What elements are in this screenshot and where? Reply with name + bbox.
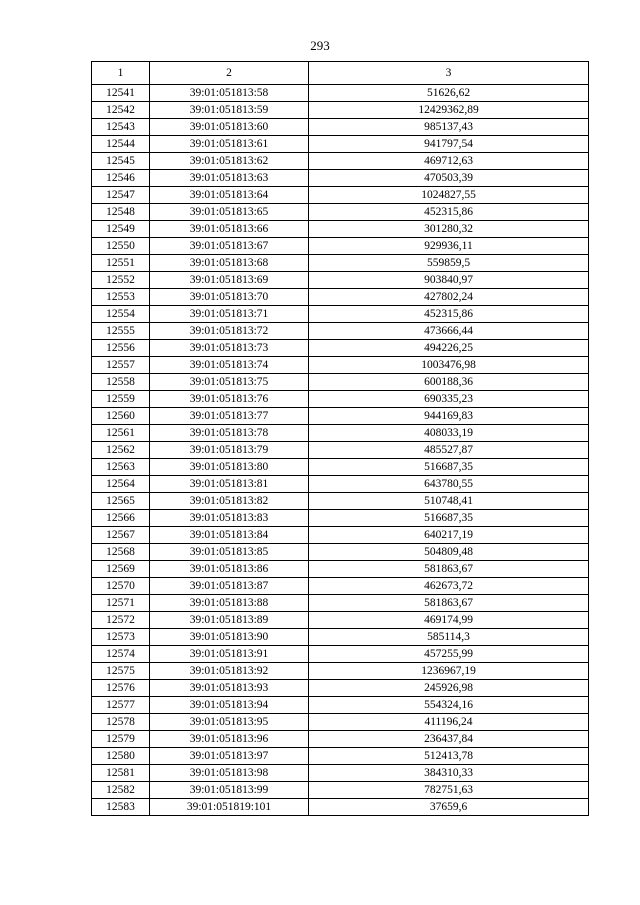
value-cell: 929936,11: [309, 238, 589, 255]
table-row: [92, 459, 589, 476]
table-row: [92, 102, 589, 119]
cadastral-number-cell: 39:01:051813:86: [150, 561, 309, 578]
cadastral-number-cell: 39:01:051813:96: [150, 731, 309, 748]
cadastral-number-cell: 39:01:051813:94: [150, 697, 309, 714]
value-cell: 504809,48: [309, 544, 589, 561]
cadastral-number-cell: 39:01:051813:89: [150, 612, 309, 629]
row-number-cell: 12546: [92, 170, 150, 187]
cadastral-number-cell: 39:01:051813:88: [150, 595, 309, 612]
cadastral-number-cell: 39:01:051813:95: [150, 714, 309, 731]
row-number-cell: 12542: [92, 102, 150, 119]
table-row: [92, 663, 589, 680]
page-number: 293: [310, 38, 330, 53]
table-row: [92, 272, 589, 289]
value-cell: 516687,35: [309, 510, 589, 527]
cadastral-number-cell: 39:01:051813:69: [150, 272, 309, 289]
row-number-cell: 12583: [92, 799, 150, 816]
cadastral-number-cell: 39:01:051819:101: [150, 799, 309, 816]
table-row: [92, 119, 589, 136]
cadastral-number-cell: 39:01:051813:59: [150, 102, 309, 119]
cadastral-number-cell: 39:01:051813:64: [150, 187, 309, 204]
row-number-cell: 12551: [92, 255, 150, 272]
cadastral-number-cell: 39:01:051813:83: [150, 510, 309, 527]
row-number-cell: 12549: [92, 221, 150, 238]
row-number-cell: 12554: [92, 306, 150, 323]
column-header-3: 3: [309, 62, 589, 85]
table-row: [92, 85, 589, 102]
value-cell: 457255,99: [309, 646, 589, 663]
value-cell: 1236967,19: [309, 663, 589, 680]
cadastral-number-cell: 39:01:051813:79: [150, 442, 309, 459]
value-cell: 469712,63: [309, 153, 589, 170]
cadastral-number-cell: 39:01:051813:72: [150, 323, 309, 340]
row-number-cell: 12565: [92, 493, 150, 510]
cadastral-number-cell: 39:01:051813:84: [150, 527, 309, 544]
table-row: [92, 323, 589, 340]
value-cell: 512413,78: [309, 748, 589, 765]
table-row: [92, 748, 589, 765]
value-cell: 485527,87: [309, 442, 589, 459]
table-row: [92, 306, 589, 323]
cadastral-number-cell: 39:01:051813:63: [150, 170, 309, 187]
value-cell: 903840,97: [309, 272, 589, 289]
cadastral-number-cell: 39:01:051813:97: [150, 748, 309, 765]
value-cell: 245926,98: [309, 680, 589, 697]
value-cell: 510748,41: [309, 493, 589, 510]
table-row: [92, 527, 589, 544]
row-number-cell: 12568: [92, 544, 150, 561]
cadastral-number-cell: 39:01:051813:80: [150, 459, 309, 476]
row-number-cell: 12581: [92, 765, 150, 782]
row-number-cell: 12575: [92, 663, 150, 680]
cadastral-number-cell: 39:01:051813:82: [150, 493, 309, 510]
table-row: [92, 340, 589, 357]
header-row: [92, 62, 589, 85]
row-number-cell: 12543: [92, 119, 150, 136]
value-cell: 640217,19: [309, 527, 589, 544]
row-number-cell: 12569: [92, 561, 150, 578]
row-number-cell: 12552: [92, 272, 150, 289]
value-cell: 462673,72: [309, 578, 589, 595]
cadastral-number-cell: 39:01:051813:93: [150, 680, 309, 697]
cadastral-number-cell: 39:01:051813:98: [150, 765, 309, 782]
column-header-1: 1: [92, 62, 150, 85]
row-number-cell: 12574: [92, 646, 150, 663]
table-header: [92, 62, 589, 85]
cadastral-number-cell: 39:01:051813:73: [150, 340, 309, 357]
table-row: [92, 136, 589, 153]
row-number-cell: 12582: [92, 782, 150, 799]
cadastral-number-cell: 39:01:051813:67: [150, 238, 309, 255]
table-row: [92, 629, 589, 646]
table-row: [92, 425, 589, 442]
table-row: [92, 170, 589, 187]
value-cell: 12429362,89: [309, 102, 589, 119]
value-cell: 37659,6: [309, 799, 589, 816]
row-number-cell: 12555: [92, 323, 150, 340]
row-number-cell: 12573: [92, 629, 150, 646]
table-row: [92, 204, 589, 221]
cadastral-number-cell: 39:01:051813:91: [150, 646, 309, 663]
table-row: [92, 561, 589, 578]
cadastral-number-cell: 39:01:051813:78: [150, 425, 309, 442]
row-number-cell: 12563: [92, 459, 150, 476]
value-cell: 516687,35: [309, 459, 589, 476]
table-row: [92, 782, 589, 799]
cadastral-number-cell: 39:01:051813:62: [150, 153, 309, 170]
row-number-cell: 12558: [92, 374, 150, 391]
table-row: [92, 391, 589, 408]
cadastral-number-cell: 39:01:051813:61: [150, 136, 309, 153]
cadastral-number-cell: 39:01:051813:66: [150, 221, 309, 238]
cadastral-number-cell: 39:01:051813:65: [150, 204, 309, 221]
table-row: [92, 493, 589, 510]
value-cell: 985137,43: [309, 119, 589, 136]
value-cell: 581863,67: [309, 561, 589, 578]
cadastral-number-cell: 39:01:051813:58: [150, 85, 309, 102]
row-number-cell: 12550: [92, 238, 150, 255]
value-cell: 581863,67: [309, 595, 589, 612]
value-cell: 236437,84: [309, 731, 589, 748]
cadastral-number-cell: 39:01:051813:99: [150, 782, 309, 799]
cadastral-number-cell: 39:01:051813:90: [150, 629, 309, 646]
cadastral-number-cell: 39:01:051813:70: [150, 289, 309, 306]
cadastral-number-cell: 39:01:051813:74: [150, 357, 309, 374]
table-row: [92, 153, 589, 170]
table-row: [92, 714, 589, 731]
value-cell: 554324,16: [309, 697, 589, 714]
table-row: [92, 255, 589, 272]
row-number-cell: 12579: [92, 731, 150, 748]
value-cell: 941797,54: [309, 136, 589, 153]
value-cell: 559859,5: [309, 255, 589, 272]
row-number-cell: 12560: [92, 408, 150, 425]
row-number-cell: 12571: [92, 595, 150, 612]
table-row: [92, 238, 589, 255]
cadastral-number-cell: 39:01:051813:85: [150, 544, 309, 561]
value-cell: 585114,3: [309, 629, 589, 646]
value-cell: 51626,62: [309, 85, 589, 102]
table-row: [92, 731, 589, 748]
value-cell: 301280,32: [309, 221, 589, 238]
value-cell: 944169,83: [309, 408, 589, 425]
table-row: [92, 357, 589, 374]
table-row: [92, 442, 589, 459]
table-row: [92, 289, 589, 306]
value-cell: 469174,99: [309, 612, 589, 629]
cadastral-number-cell: 39:01:051813:77: [150, 408, 309, 425]
table-row: [92, 187, 589, 204]
table-row: [92, 646, 589, 663]
value-cell: 452315,86: [309, 306, 589, 323]
cadastral-number-cell: 39:01:051813:68: [150, 255, 309, 272]
table-row: [92, 374, 589, 391]
row-number-cell: 12553: [92, 289, 150, 306]
value-cell: 470503,39: [309, 170, 589, 187]
row-number-cell: 12548: [92, 204, 150, 221]
data-table: [91, 61, 589, 816]
value-cell: 427802,24: [309, 289, 589, 306]
row-number-cell: 12541: [92, 85, 150, 102]
cadastral-number-cell: 39:01:051813:76: [150, 391, 309, 408]
cadastral-number-cell: 39:01:051813:71: [150, 306, 309, 323]
row-number-cell: 12562: [92, 442, 150, 459]
cadastral-number-cell: 39:01:051813:81: [150, 476, 309, 493]
cadastral-number-cell: 39:01:051813:92: [150, 663, 309, 680]
table-row: [92, 680, 589, 697]
row-number-cell: 12559: [92, 391, 150, 408]
row-number-cell: 12561: [92, 425, 150, 442]
table-row: [92, 544, 589, 561]
value-cell: 600188,36: [309, 374, 589, 391]
row-number-cell: 12544: [92, 136, 150, 153]
row-number-cell: 12580: [92, 748, 150, 765]
value-cell: 473666,44: [309, 323, 589, 340]
value-cell: 494226,25: [309, 340, 589, 357]
cadastral-number-cell: 39:01:051813:75: [150, 374, 309, 391]
value-cell: 411196,24: [309, 714, 589, 731]
table-row: [92, 408, 589, 425]
table-row: [92, 595, 589, 612]
row-number-cell: 12567: [92, 527, 150, 544]
row-number-cell: 12578: [92, 714, 150, 731]
column-header-2: 2: [150, 62, 309, 85]
table-row: [92, 799, 589, 816]
value-cell: 643780,55: [309, 476, 589, 493]
value-cell: 408033,19: [309, 425, 589, 442]
table-body: [92, 85, 589, 816]
row-number-cell: 12557: [92, 357, 150, 374]
value-cell: 1024827,55: [309, 187, 589, 204]
cadastral-number-cell: 39:01:051813:60: [150, 119, 309, 136]
value-cell: 384310,33: [309, 765, 589, 782]
table-row: [92, 578, 589, 595]
value-cell: 690335,23: [309, 391, 589, 408]
row-number-cell: 12545: [92, 153, 150, 170]
row-number-cell: 12576: [92, 680, 150, 697]
row-number-cell: 12547: [92, 187, 150, 204]
value-cell: 452315,86: [309, 204, 589, 221]
row-number-cell: 12564: [92, 476, 150, 493]
table-row: [92, 510, 589, 527]
table-row: [92, 612, 589, 629]
row-number-cell: 12566: [92, 510, 150, 527]
row-number-cell: 12556: [92, 340, 150, 357]
value-cell: 782751,63: [309, 782, 589, 799]
table-row: [92, 221, 589, 238]
table-row: [92, 476, 589, 493]
value-cell: 1003476,98: [309, 357, 589, 374]
row-number-cell: 12577: [92, 697, 150, 714]
row-number-cell: 12572: [92, 612, 150, 629]
table-row: [92, 765, 589, 782]
table-row: [92, 697, 589, 714]
row-number-cell: 12570: [92, 578, 150, 595]
cadastral-number-cell: 39:01:051813:87: [150, 578, 309, 595]
